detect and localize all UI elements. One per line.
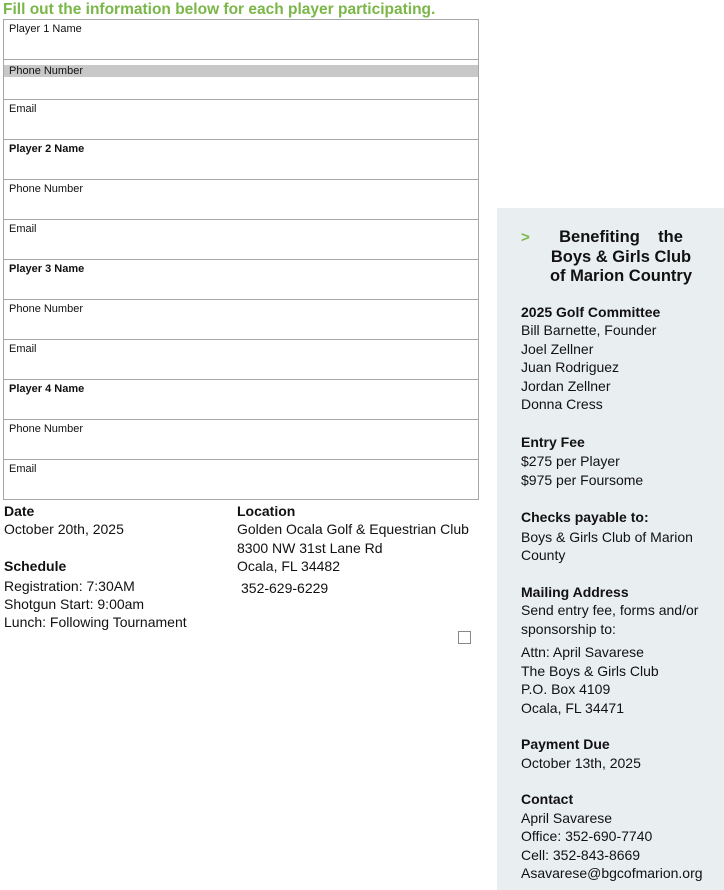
sidebar-title: [521, 228, 700, 287]
location-venue: Golden Ocala Golf & Equestrian Club: [237, 521, 469, 538]
contact-heading: Contact: [521, 791, 574, 807]
arrow-icon: >: [521, 229, 530, 246]
info-sidebar: [497, 208, 724, 890]
committee-heading: 2025 Golf Committee: [521, 303, 661, 320]
player-form: [3, 19, 479, 500]
committee-member: Jordan Zellner: [521, 377, 611, 394]
player-1-phone-field[interactable]: [4, 60, 478, 100]
field-label: Player 2 Name: [9, 143, 85, 155]
schedule-shotgun: Shotgun Start: 9:00am: [4, 596, 145, 613]
mailing-section: [521, 583, 700, 718]
field-label: Phone Number: [4, 65, 478, 77]
due-date: October 13th, 2025: [521, 754, 641, 771]
event-date: October 20th, 2025: [4, 521, 124, 538]
committee-member: Donna Cress: [521, 396, 603, 412]
contact-cell: Cell: 352-843-8669: [521, 846, 641, 863]
date-schedule-block: [4, 502, 187, 632]
player-4-email-field[interactable]: [4, 460, 478, 500]
mailing-city: Ocala, FL 34471: [521, 699, 624, 716]
schedule-registration: Registration: 7:30AM: [4, 577, 135, 594]
mailing-org: The Boys & Girls Club: [521, 662, 659, 679]
player-2-name-field[interactable]: [4, 140, 478, 180]
field-label: Phone Number: [9, 303, 83, 315]
schedule-heading: Schedule: [4, 557, 67, 574]
payment-due-section: [521, 735, 700, 772]
contact-section: [521, 790, 703, 883]
player-1-name-field[interactable]: [4, 20, 478, 60]
field-label: Email: [9, 343, 37, 355]
committee-section: [521, 303, 700, 414]
mailing-instructions: Send entry fee, forms and/or: [521, 602, 699, 618]
location-heading: Location: [237, 503, 296, 519]
field-label: Email: [9, 103, 37, 115]
player-3-email-field[interactable]: [4, 340, 478, 380]
location-city: Ocala, FL 34482: [237, 557, 340, 574]
contact-office: Office: 352-690-7740: [521, 828, 653, 844]
field-label: Player 3 Name: [9, 263, 85, 275]
field-label: Phone Number: [9, 183, 83, 195]
location-street: 8300 NW 31st Lane Rd: [237, 539, 383, 556]
checks-heading: Checks payable to:: [521, 509, 649, 525]
committee-member: Bill Barnette, Founder: [521, 322, 657, 338]
title-line: Boys & Girls Club: [550, 247, 692, 266]
player-1-email-field[interactable]: [4, 100, 478, 140]
field-label: Email: [9, 463, 37, 475]
mailing-po: P.O. Box 4109: [521, 681, 611, 697]
field-label: Phone Number: [9, 423, 83, 435]
player-3-name-field[interactable]: [4, 260, 478, 300]
location-block: [237, 502, 469, 597]
checks-section: [521, 508, 700, 565]
committee-member: Joel Zellner: [521, 340, 594, 357]
mailing-instructions: sponsorship to:: [521, 620, 616, 637]
form-heading: Fill out the information below for each player participating.: [3, 1, 436, 18]
checks-payee: Boys & Girls Club of Marion: [521, 528, 693, 545]
schedule-lunch: Lunch: Following Tournament: [4, 614, 187, 631]
fee-foursome: $975 per Foursome: [521, 471, 644, 488]
entry-fee-section: [521, 433, 700, 490]
field-label: Email: [9, 223, 37, 235]
committee-member: Juan Rodriguez: [521, 359, 620, 375]
player-2-phone-field[interactable]: [4, 180, 478, 220]
date-heading: Date: [4, 503, 35, 519]
checkbox[interactable]: [458, 631, 471, 644]
fee-player: $275 per Player: [521, 453, 620, 469]
contact-name: April Savarese: [521, 809, 613, 826]
player-3-phone-field[interactable]: [4, 300, 478, 340]
mailing-heading: Mailing Address: [521, 583, 629, 600]
field-label: Player 4 Name: [9, 383, 85, 395]
title-line: of Marion Country: [549, 267, 693, 285]
fee-heading: Entry Fee: [521, 433, 585, 450]
title-line: Benefiting the: [559, 228, 683, 246]
location-phone: 352-629-6229: [241, 580, 329, 597]
player-2-email-field[interactable]: [4, 220, 478, 260]
mailing-attn: Attn: April Savarese: [521, 644, 644, 660]
player-4-phone-field[interactable]: [4, 420, 478, 460]
due-heading: Payment Due: [521, 736, 610, 752]
player-4-name-field[interactable]: [4, 380, 478, 420]
checks-payee: County: [521, 547, 566, 563]
contact-email[interactable]: Asavarese@bgcofmarion.org: [521, 865, 703, 881]
field-label: Player 1 Name: [9, 23, 82, 35]
